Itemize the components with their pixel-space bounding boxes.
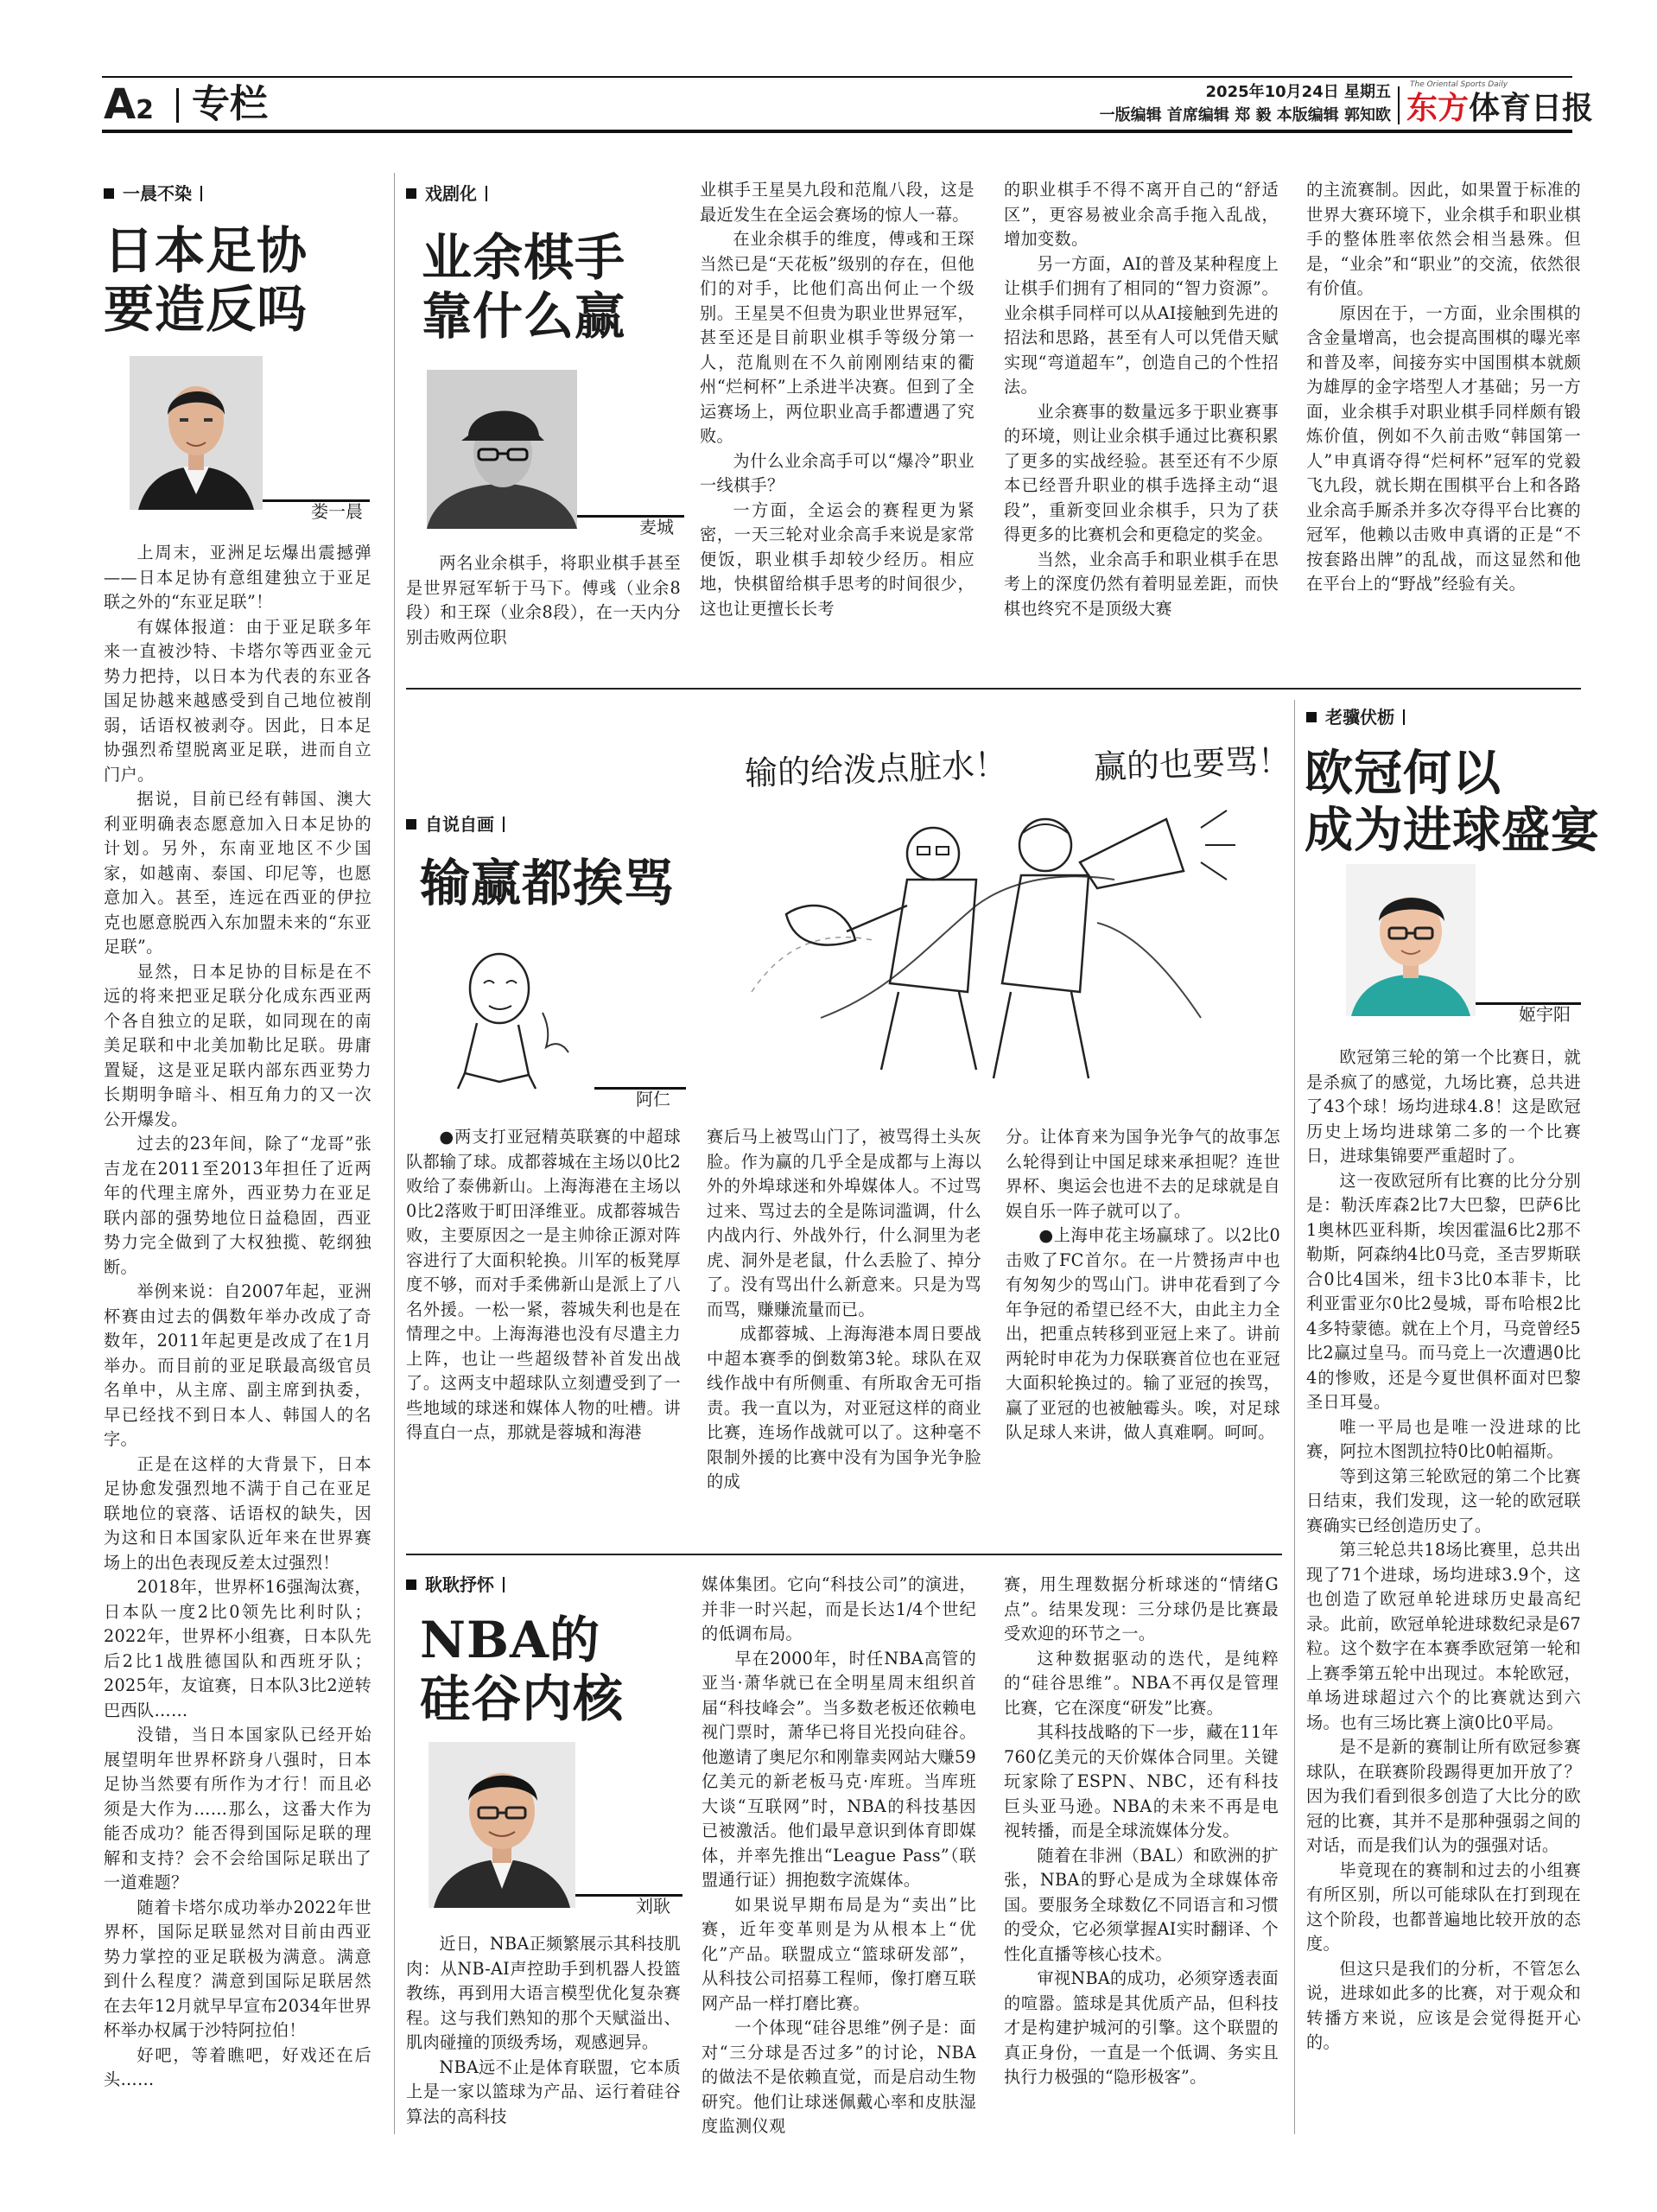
paragraph: 过去的23年间，除了“龙哥”张吉龙在2011至2013年担任了近两年的代理主席外，西亚势力在亚足联内部的强势地位日益稳固，西亚势力完全做到了大权独揽、乾纲独断。	[104, 1134, 371, 1277]
paragraph: 一方面，全运会的赛程更为紧密，一天三轮对业余高手来说是家常便饭，职业棋手却较少经历。相应地，快棋留给棋手思考的时间很少，这也让更擅长长考	[700, 499, 975, 619]
headline-xiju: 业余棋手 靠什么赢	[422, 228, 626, 346]
paragraph: ●两支打亚冠精英联赛的中超球队都输了球。成都蓉城在主场以0比2败给了泰佛新山。上海海港在主场以0比2落败于町田泽维亚。成都蓉城告败，主要原因之一是主帅徐正源对阵容进行了大面积轮换。川军的板凳厚度不够，而对手柔佛新山是派上了八名外援。一松一紧，蓉城失利也是在情理之中。上海海港也没有尽遣主力上阵，也让一些超级替补首发出战了。这两支中超球队立刻遭受到了一些地域的球迷和媒体人物的吐槽。讲得直白一点，那就是蓉城和海港	[406, 1127, 681, 1442]
paragraph: 据说，目前已经有韩国、澳大利亚明确表态愿意加入日本足协的计划。另外，东南亚地区不少国家，如越南、泰国、印尼等，也愿意加入。甚至，连远在西亚的伊拉克也愿意脱西入东加盟未来的“东亚足联”。	[104, 789, 371, 957]
header-bottom-rule	[102, 130, 1572, 133]
column-tag-xiju: 戏剧化	[406, 183, 487, 204]
section-divider	[406, 688, 1581, 690]
author-portrait-maicheng	[427, 370, 577, 529]
paragraph: ●上海申花主场赢球了。以2比0击败了FC首尔。在一片赞扬声中也有匆匆少的骂山门。讲申花看到了今年争冠的希望已经不大，由此主力全出，把重点转移到亚冠上来了。讲前两轮时申花为力保联赛首位也在亚冠大面积轮换过的。输了亚冠的挨骂，赢了亚冠的也被触霉头。唉，对足球队足球人来讲，做人真难啊。呵呵。	[1006, 1225, 1280, 1442]
column-tag-laoji: 老骥伏枥	[1306, 707, 1405, 728]
article-body-yichen	[104, 541, 371, 2122]
paragraph: 成都蓉城、上海海港本周日要战中超本赛季的倒数第3轮。球队在双线作战中有所侧重、有所取舍无可指责。我一直以为，对亚冠这样的商业比赛，连场作战就可以了。这种毫不限制外援的比赛中没有为国争光争脸的成	[707, 1324, 981, 1491]
article-body-gengeng-col-b	[702, 1573, 976, 2136]
paragraph: 分。让体育来为国争光争气的故事怎么轮得到让中国足球来承担呢？连世界杯、奥运会也进不去的足球就是自娱自乐一阵子就可以了。	[1006, 1127, 1280, 1221]
paragraph: 业余赛事的数量远多于职业赛事的环境，则让业余棋手通过比赛积累了更多的实战经验。甚至还有不少原本已经晋升职业的棋手选择主动“退段”，重新变回业余棋手，只为了获得更多的比赛机会和更稳定的奖金。	[1004, 401, 1279, 544]
cartoon-caption-left: 输的给泼点脏水！	[744, 745, 1008, 793]
paragraph: 如果说早期布局是为“卖出”比赛，近年变革则是为从根本上“优化”产品。联盟成立“篮球研发部”，从科技公司招募工程师，像打磨互联网产品一样打磨比赛。	[702, 1894, 976, 2013]
headline-gengeng: NBA的 硅谷内核	[420, 1611, 625, 1728]
editor-credits: 一版编辑 首席编辑 郑 毅 本版编辑 郭知欧	[1099, 106, 1391, 124]
paragraph: 两名业余棋手，将职业棋手甚至是世界冠军斩于马下。傅彧（业余8段）和王琛（业余8段），在一天内分别击败两位职	[406, 553, 681, 647]
paragraph: 业棋手王星昊九段和范胤八段，这是最近发生在全运会赛场的惊人一幕。	[700, 180, 975, 225]
paragraph: 显然，日本足协的目标是在不远的将来把亚足联分化成东西亚两个各自独立的足联，如同现在的南美足联和中北美加勒比足联。毋庸置疑，这是亚足联内部东西亚势力长期明争暗斗、相互角力的又一次公开爆发。	[104, 961, 371, 1129]
paragraph: NBA远不止是体育联盟，它本质上是一家以篮球为产品、运行着硅谷算法的高科技	[406, 2056, 681, 2126]
headline-yichen: 日本足协 要造反吗	[104, 221, 308, 339]
paragraph: 是不是新的赛制让所有欧冠参赛球队，在联赛阶段踢得更加开放了？因为我们看到很多创造了大比分的欧冠的比赛，其并不是那种强弱之间的对话，而是我们认为的强强对话。	[1306, 1737, 1581, 1855]
paragraph: 在业余棋手的维度，傅彧和王琛当然已是“天花板”级别的存在，但他们的对手，比他们高出何止一个级别。王星昊不但贵为职业世界冠军，甚至还是目前职业棋手等级分第一人，范胤则在不久前刚刚结束的衢州“烂柯杯”上杀进半决赛。但到了全运赛场上，两位职业高手都遭遇了究败。	[700, 229, 975, 446]
article-body-xiju-col-b	[700, 178, 975, 674]
article-body-gengeng-col-a	[406, 1932, 681, 2136]
paragraph: 毕竟现在的赛制和过去的小组赛有所区别，所以可能球队在打到现在这个阶段，也都普遍地比较开放的态度。	[1306, 1859, 1581, 1954]
article-body-xiju-col-a	[406, 551, 681, 674]
article-body-gengeng-col-c	[1004, 1573, 1279, 2136]
paragraph: 这一夜欧冠所有比赛的比分分别是：勒沃库森2比7大巴黎，巴萨6比1奥林匹亚科斯，埃因霍温6比2那不勒斯，阿森纳4比0马竞，圣吉罗斯联合0比4国米，纽卡3比0本菲卡，比利亚雷亚尔0比2曼城，哥布哈根2比4多特蒙德。就在上个月，马竞曾经5比2赢过皇马。而马竞上一次遭遇0比4的惨败，还是今夏世俱杯面对巴黎圣日耳曼。	[1306, 1170, 1581, 1412]
paragraph: 随着在非洲（BAL）和欧洲的扩张，NBA的野心是成为全球媒体帝国。要服务全球数亿不同语言和习惯的受众，它必须掌握AI实时翻译、个性化直播等核心技术。	[1004, 1845, 1279, 1964]
article-body-xiju-col-d	[1306, 178, 1581, 674]
paragraph: 一个体现“硅谷思维”例子是：面对“三分球是否过多”的讨论，NBA的做法不是依赖直觉，而是启动生物研究。他们让球迷佩戴心率和皮肤湿度监测仪观	[702, 2018, 976, 2136]
article-body-zishuo-col-b	[707, 1125, 981, 1543]
paragraph: 其科技战略的下一步，藏在11年760亿美元的天价媒体合同里。关键玩家除了ESPN、NBC，还有科技巨头亚马逊。NBA的未来不再是电视转播，而是全球流媒体分发。	[1004, 1722, 1279, 1840]
paragraph: 这种数据驱动的迭代，是纯粹的“硅谷思维”。NBA不再仅是管理比赛，它在深度“研发”比赛。	[1004, 1648, 1279, 1718]
header-logo-divider	[1398, 86, 1400, 124]
headline-zishuo: 输赢都挨骂	[420, 854, 676, 912]
paragraph: 有媒体报道：由于亚足联多年来一直被沙特、卡塔尔等西亚金元势力把持，以日本为代表的东亚各国足协越来越感受到自己地位被削弱，话语权被剥夺。因此，日本足协强烈希望脱离亚足联，进而自立门户。	[104, 616, 371, 785]
issue-date: 2025年10月24日 星期五	[1205, 83, 1391, 101]
paragraph: 的职业棋手不得不离开自己的“舒适区”，更容易被业余高手拖入乱战，增加变数。	[1004, 180, 1279, 249]
paragraph: 随着卡塔尔成功举办2022年世界杯，国际足联显然对目前由西亚势力掌控的亚足联极为满意。满意到什么程度？满意到国际足联居然在去年12月就早早宣布2034年世界杯举办权属于沙特阿拉伯！	[104, 1897, 371, 2040]
header-top-rule	[102, 76, 1572, 78]
paragraph: 正是在这样的大背景下，日本足协愈发强烈地不满于自己在亚足联地位的衰落、话语权的缺失，因为这和日本国家队近年来在世界赛场上的出色表现反差太过强烈！	[104, 1453, 371, 1573]
byline-gengeng: 刘耿	[636, 1896, 670, 1916]
paragraph: 举例来说：自2007年起，亚洲杯赛由过去的偶数年举办改成了奇数年，2011年起更是改成了在1月举办。而目前的亚足联最高级官员名单中，从主席、副主席到执委，早已经找不到日本人、韩国人的名字。	[104, 1281, 371, 1449]
paragraph: 审视NBA的成功，必须穿透表面的喧嚣。篮球是其优质产品，但科技才是构建护城河的引擎。这个联盟的真正身份，一直是一个低调、务实且执行力极强的“隐形极客”。	[1004, 1968, 1279, 2087]
column-divider	[1294, 700, 1295, 2134]
cartoon-caption-right: 赢的也要骂！	[1093, 741, 1292, 786]
paragraph: 2018年，世界杯16强淘汰赛，日本队一度2比0领先比利时队；2022年，世界杯小组赛，日本队先后2比1战胜德国队和西班牙队；2025年，友谊赛，日本队3比2逆转巴西队……	[104, 1577, 371, 1720]
paragraph: 为什么业余高手可以“爆冷”职业一线棋手？	[700, 450, 975, 495]
paragraph: 原因在于，一方面，业余围棋的含金量增高，也会提高围棋的曝光率和普及率，间接夯实中国围棋本就颇为雄厚的金字塔型人才基础；另一方面，业余棋手对职业棋手同样颇有锻炼价值，例如不久前击败“韩国第一人”申真谞夺得“烂柯杯”冠军的党毅飞九段，就长期在围棋平台上和各路业余高手厮杀并多次夺得平台比赛的冠军，他赖以击败申真谞的正是“不按套路出牌”的乱战，而这显然和他在平台上的“野战”经验有关。	[1306, 302, 1581, 594]
article-body-zishuo-col-a	[406, 1125, 681, 1543]
author-portrait-jiyuyang	[1346, 864, 1476, 1016]
paragraph: 好吧，等着瞧吧，好戏还在后头……	[104, 2044, 371, 2089]
newspaper-logo-english: The Oriental Sports Daily	[1410, 80, 1508, 89]
author-portrait-liugeng	[429, 1742, 575, 1908]
byline-zishuo: 阿仁	[636, 1089, 670, 1109]
paragraph: 媒体集团。它向“科技公司”的演进，并非一时兴起，而是长达1/4个世纪的低调布局。	[702, 1574, 976, 1643]
paragraph: 的主流赛制。因此，如果置于标准的世界大赛环境下，业余棋手和职业棋手的整体胜率依然会相当悬殊。但是，“业余”和“职业”的交流，依然很有价值。	[1306, 180, 1581, 298]
byline-xiju: 麦城	[639, 517, 674, 537]
author-portrait-louyichen	[130, 356, 263, 510]
section-name: 专栏	[192, 82, 268, 126]
paragraph: 近日，NBA正频繁展示其科技肌肉：从NB-AI声控助手到机器人投篮教练，再到用大语言模型优化复杂赛程。这与我们熟知的那个天赋溢出、肌肉碰撞的顶级秀场，观感迥异。	[406, 1934, 681, 2052]
headline-laoji: 欧冠何以 成为进球盛宴	[1305, 745, 1600, 859]
paragraph: 欧冠第三轮的第一个比赛日，就是杀疯了的感觉，九场比赛，总共进了43个球！场均进球4.8！这是欧冠历史上场均进球第二多的一个比赛日，进球集锦要严重超时了。	[1306, 1047, 1581, 1166]
byline-yichen: 娄一晨	[311, 501, 363, 522]
column-tag-yichen: 一晨不染	[104, 183, 202, 204]
article-body-xiju-col-c	[1004, 178, 1279, 674]
newspaper-logo: 东方体育日报	[1406, 91, 1594, 126]
paragraph: 赛，用生理数据分析球迷的“情绪G点”。结果发现：三分球仍是比赛最受欢迎的环节之一。	[1004, 1574, 1279, 1643]
header-divider	[176, 88, 179, 123]
paragraph: 第三轮总共18场比赛里，总共出现了71个进球，场均进球3.9个，这也创造了欧冠单轮进球历史最高纪录。此前，欧冠单轮进球数纪录是67粒。这个数字在本赛季欧冠第一轮和上赛季第五轮中出现过。本轮欧冠，单场进球超过六个的比赛就达到六场。也有三场比赛上演0比0平局。	[1306, 1540, 1581, 1732]
paragraph: 另一方面，AI的普及某种程度上让棋手们拥有了相同的“智力资源”。业余棋手同样可以从AI接触到先进的招法和思路，甚至有人可以凭借天赋实现“弯道超车”，创造自己的个性招法。	[1004, 253, 1279, 397]
paragraph: 但这只是我们的分析，不管怎么说，进球如此多的比赛，对于观众和转播方来说，应该是会觉得挺开心的。	[1306, 1958, 1581, 2052]
paragraph: 等到这第三轮欧冠的第二个比赛日结束，我们发现，这一轮的欧冠联赛确实已经创造历史了。	[1306, 1465, 1581, 1535]
column-tag-gengeng: 耿耿抒怀	[406, 1574, 505, 1595]
paragraph: 上周末，亚洲足坛爆出震撼弹——日本足协有意组建独立于亚足联之外的“东亚足联”！	[104, 543, 371, 612]
column-tag-zishuo: 自说自画	[406, 814, 505, 835]
paragraph: 赛后马上被骂山门了，被骂得土头灰脸。作为赢的几乎全是成都与上海以外的外埠球迷和外埠媒体人。不过骂过来、骂过去的全是陈词滥调，什么内战内行、外战外行，什么洞里为老虎、洞外是老鼠，什么丢脸了、掉分了。没有骂出什么新意来。只是为骂而骂，赚赚流量而已。	[707, 1127, 981, 1319]
section-divider	[406, 1554, 1282, 1555]
article-body-laoji	[1306, 1046, 1581, 2136]
paragraph: 早在2000年，时任NBA高管的亚当·萧华就已在全明星周末组织首届“科技峰会”。当多数老板还依赖电视门票时，萧华已将目光投向硅谷。他邀请了奥尼尔和刚靠卖网站大赚59亿美元的新老板马克·库班。当库班大谈“互联网”时，NBA的科技基因已被激活。他们最早意识到体育即媒体，并率先推出“League Pass”（联盟通行证）拥抱数字流媒体。	[702, 1648, 976, 1890]
column-divider	[394, 173, 395, 2134]
paragraph: 没错，当日本国家队已经开始展望明年世界杯跻身八强时，日本足协当然要有所作为才行！而且必须是大作为……那么，这番大作为能否成功？能否得到国际足联的理解和支持？会不会给国际足联出了一道难题？	[104, 1725, 371, 1892]
paragraph: 唯一平局也是唯一没进球的比赛，阿拉木图凯拉特0比0帕福斯。	[1306, 1416, 1581, 1461]
page-number: A2	[104, 80, 155, 129]
author-caricature-aren	[439, 944, 594, 1092]
byline-laoji: 姬宇阳	[1519, 1004, 1571, 1025]
paragraph: 当然，业余高手和职业棋手在思考上的深度仍然有着明显差距，而快棋也终究不是顶级大赛	[1004, 549, 1279, 619]
article-body-zishuo-col-c	[1006, 1125, 1280, 1543]
